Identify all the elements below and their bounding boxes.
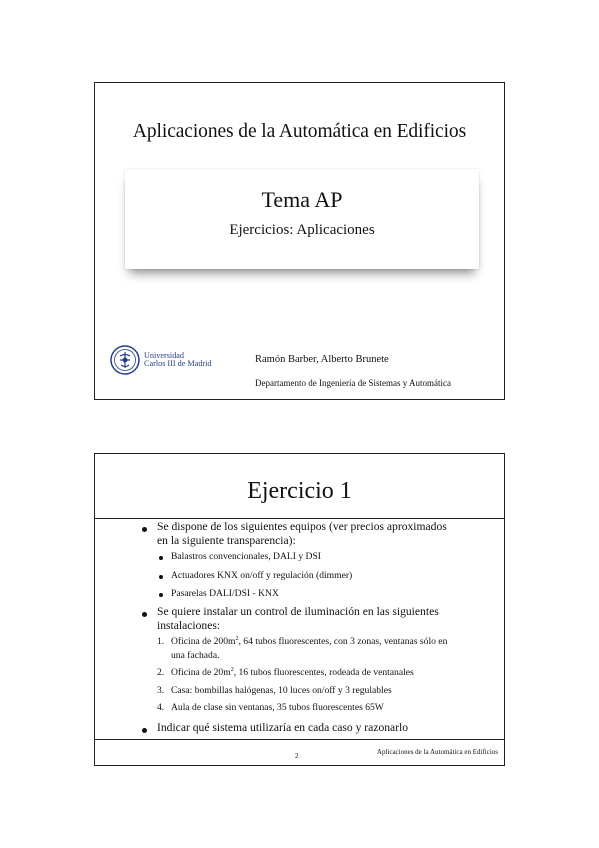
bullet-3: Indicar qué sistema utilizaría en cada caso y razonarlo (157, 721, 409, 734)
sub-bullet-icon (159, 556, 163, 560)
numbered-item-1-line-2: una fachada. (171, 650, 220, 661)
list-number: 4. (157, 702, 165, 713)
bullet-icon (142, 728, 147, 733)
footer-divider (95, 739, 504, 740)
bullet-icon (142, 612, 147, 617)
list-number: 3. (157, 685, 165, 696)
item-text: Oficina de 200m (171, 636, 236, 647)
item-text: , 64 tubos fluorescentes, con 3 zonas, ventanas sólo en (238, 636, 448, 647)
list-number: 1. (157, 636, 165, 647)
course-title: Aplicaciones de la Automática en Edificios (132, 121, 467, 142)
topic-title: Tema AP (261, 187, 343, 212)
sub-bullet-icon (159, 593, 163, 597)
sub-item-1: Balastros convencionales, DALI y DSI (171, 551, 322, 562)
page-number: 2 (295, 752, 299, 760)
numbered-item-4: Aula de clase sin ventanas, 35 tubos fluorescentes 65W (171, 702, 384, 713)
superscript: 2 (230, 667, 234, 673)
item-text: , 16 tubos fluorescentes, rodeada de ventanales (233, 667, 414, 678)
superscript: 2 (235, 636, 239, 642)
exercise-slide (94, 453, 505, 766)
bullet-1-line-1: Se dispone de los siguientes equipos (ver precios aproximados (157, 520, 447, 533)
university-seal-icon (110, 345, 140, 375)
bullet-2-line-2: instalaciones: (157, 619, 221, 632)
numbered-item-2 (171, 667, 414, 680)
topic-subtitle: Ejercicios: Aplicaciones (229, 222, 375, 238)
list-number: 2. (157, 667, 165, 678)
bullet-1-line-2: en la siguiente transparencia): (157, 534, 296, 547)
logo-line-1: Universidad (144, 350, 185, 360)
topic-card (125, 169, 479, 269)
numbered-item-3: Casa: bombillas halógenas, 10 luces on/off y 3 regulables (171, 685, 392, 696)
logo-line-2: Carlos III de Madrid (144, 359, 212, 368)
slide-title: Ejercicio 1 (247, 478, 352, 504)
university-logo (110, 345, 212, 375)
numbered-item-1 (171, 636, 447, 649)
bullet-2-line-1: Se quiere instalar un control de iluminación en las siguientes (157, 605, 439, 618)
bullet-icon (142, 527, 147, 532)
title-slide (94, 82, 505, 400)
title-divider (95, 518, 504, 519)
department: Departamento de Ingeniería de Sistemas y Automática (255, 378, 451, 388)
sub-bullet-icon (159, 575, 163, 579)
sub-item-3: Pasarelas DALI/DSI - KNX (171, 588, 279, 599)
authors: Ramón Barber, Alberto Brunete (255, 354, 389, 365)
sub-item-2: Actuadores KNX on/off y regulación (dimmer) (171, 570, 353, 581)
university-name (144, 352, 212, 369)
footer-title: Aplicaciones de la Automática en Edificios (376, 748, 498, 756)
item-text: Oficina de 20m (171, 667, 231, 678)
